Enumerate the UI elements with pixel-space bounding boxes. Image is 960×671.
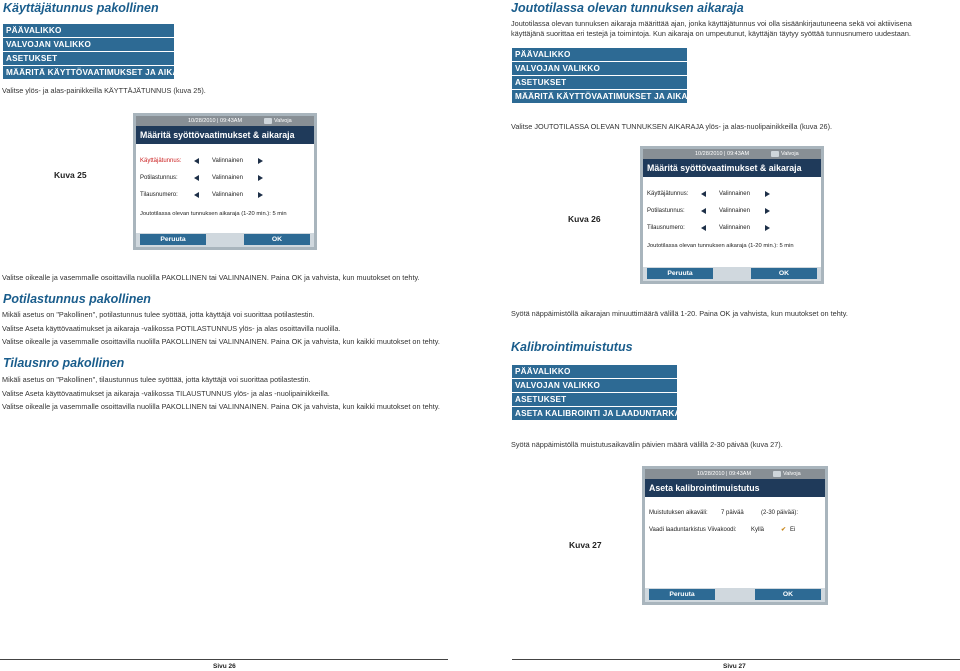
heading-calibration-reminder: Kalibrointimuistutus: [511, 340, 633, 354]
instruction-toggle-user: Valitse oikealle ja vasemmalle osoittavilla nuolilla PAKOLLINEN tai VALINNAINEN. Paina OK ja vahvista, kun muutokset on tehty.: [2, 273, 420, 282]
left-arrow-icon[interactable]: [194, 158, 199, 164]
menu-item-requirements: MÄÄRITÄ KÄYTTÖVAATIMUKSET JA AIKARAJA: [512, 90, 687, 103]
instruction-enter-minutes: Syötä näppäimistöllä aikarajan minuuttimäärä välillä 1-20. Paina OK ja vahvista, kun muutokset on tehty.: [511, 309, 848, 318]
reminder-range: (2-30 päivää):: [761, 510, 799, 516]
cancel-button[interactable]: Peruuta: [647, 268, 713, 279]
user-icon: [771, 151, 779, 157]
qc-yes-option[interactable]: Kyllä: [751, 527, 765, 533]
timeout-label: Joutotilassa olevan tunnuksen aikaraja (1-20 min.):: [647, 243, 778, 249]
page-number-right: Sivu 27: [723, 663, 746, 670]
right-arrow-icon[interactable]: [765, 191, 770, 197]
device-screen-fig25: [133, 113, 317, 250]
qc-label: Vaadi laaduntarkistus Viivakoodi:: [649, 527, 737, 533]
user-label: Valvoja: [274, 118, 292, 124]
datetime: 10/28/2010 | 09:43AM: [695, 151, 750, 157]
heading-idle-timeout: Joutotilassa olevan tunnuksen aikaraja: [511, 1, 744, 15]
patient-line-3: Valitse oikealle ja vasemmalle osoittavilla nuolilla PAKOLLINEN tai VALINNAINEN. Paina OK ja vahvista, kun kaikki muutokset on tehty.: [2, 337, 440, 346]
qc-no-option[interactable]: Ei: [790, 527, 796, 533]
row-user-id[interactable]: [140, 155, 310, 168]
order-line-3: Valitse oikealle ja vasemmalle osoittavilla nuolilla PAKOLLINEN tai VALINNAINEN. Paina OK ja vahvista, kun kaikki muutokset on tehty.: [2, 402, 440, 411]
user-indicator: [773, 469, 801, 479]
footer-rule-left: [0, 659, 448, 660]
idle-description: Joutotilassa olevan tunnuksen aikaraja määrittää ajan, jonka käyttäjätunnus voi olla sisäänkirjautuneena sekä voi aktiivisena käyttäjänä suorittaa eri testejä ja toimintoja. Kun aikaraja on umpeutunut, käyttäjän täytyy syöttää tunnusnumero uudestaan.: [511, 19, 912, 38]
user-icon: [264, 118, 272, 124]
menu-item-supervisor: VALVOJAN VALIKKO: [512, 379, 677, 392]
ok-button[interactable]: OK: [755, 589, 821, 600]
row-value: Valinnainen: [212, 192, 243, 198]
timeout-label: Joutotilassa olevan tunnuksen aikaraja (1-20 min.):: [140, 211, 271, 217]
row-reminder-interval[interactable]: [649, 507, 821, 520]
menu-path-2: [512, 48, 711, 103]
left-arrow-icon[interactable]: [701, 191, 706, 197]
user-label: Valvoja: [783, 471, 801, 477]
row-value: Valinnainen: [719, 208, 750, 214]
heading-user-id-required: Käyttäjätunnus pakollinen: [3, 1, 159, 15]
user-icon: [773, 471, 781, 477]
menu-path-3: [512, 365, 704, 420]
row-value: Valinnainen: [212, 175, 243, 181]
left-arrow-icon[interactable]: [194, 192, 199, 198]
menu-item-main: PÄÄVALIKKO: [512, 365, 677, 378]
reminder-label: Muistutuksen aikaväli:: [649, 510, 708, 516]
menu-path-1: [3, 24, 202, 79]
row-order-number[interactable]: [140, 189, 310, 202]
menu-item-supervisor: VALVOJAN VALIKKO: [3, 38, 174, 51]
footer-rule-right: [512, 659, 960, 660]
menu-item-settings: ASETUKSET: [3, 52, 174, 65]
row-label: Tilausnumero:: [140, 192, 178, 198]
menu-item-settings: ASETUKSET: [512, 76, 687, 89]
screen-title: Määritä syöttövaatimukset & aikaraja: [643, 159, 821, 177]
row-label: Potilastunnus:: [140, 175, 178, 181]
datetime: 10/28/2010 | 09:43AM: [697, 471, 752, 477]
check-icon: ✔: [781, 527, 787, 533]
menu-item-supervisor: VALVOJAN VALIKKO: [512, 62, 687, 75]
user-label: Valvoja: [781, 151, 799, 157]
instruction-enter-days: Syötä näppäimistöllä muistutusaikavälin päivien määrä välillä 2-30 päivää (kuva 27).: [511, 440, 783, 449]
instruction-select-user: Valitse ylös- ja alas-painikkeilla KÄYTTÄJÄTUNNUS (kuva 25).: [2, 86, 206, 95]
row-value: Valinnainen: [719, 191, 750, 197]
status-bar: [643, 149, 821, 159]
ok-button[interactable]: OK: [244, 234, 310, 245]
heading-order-number-required: Tilausnro pakollinen: [3, 356, 125, 370]
order-section: [2, 375, 440, 412]
menu-item-settings: ASETUKSET: [512, 393, 677, 406]
row-qc-barcode[interactable]: [649, 524, 821, 537]
timeout-value[interactable]: 5 min: [272, 211, 287, 217]
reminder-value[interactable]: 7 päivää: [721, 510, 744, 516]
cancel-button[interactable]: Peruuta: [140, 234, 206, 245]
right-arrow-icon[interactable]: [258, 192, 263, 198]
screen-title: Määritä syöttövaatimukset & aikaraja: [136, 126, 314, 144]
user-indicator: [771, 149, 799, 159]
device-screen-fig26: [640, 146, 824, 284]
patient-line-2: Valitse Aseta käyttövaatimukset ja aikaraja -valikossa POTILASTUNNUS ylös- ja alas osoittavilla nuolilla.: [2, 323, 341, 333]
row-value: Valinnainen: [719, 225, 750, 231]
row-patient-id[interactable]: [140, 172, 310, 185]
timeout-line: [140, 211, 287, 217]
datetime: 10/28/2010 | 09:43AM: [188, 118, 243, 124]
menu-item-calibration: ASETA KALIBROINTI JA LAADUNTARKASTUS: [512, 407, 677, 420]
order-line-2: Valitse Aseta käyttövaatimukset ja aikaraja -valikossa TILAUSTUNNUS ylös- ja alas -nuolipainikkeilla.: [2, 388, 330, 398]
left-arrow-icon[interactable]: [194, 175, 199, 181]
screen-title: Aseta kalibrointimuistutus: [645, 479, 825, 497]
right-arrow-icon[interactable]: [765, 208, 770, 214]
left-arrow-icon[interactable]: [701, 208, 706, 214]
row-user-id[interactable]: [647, 188, 817, 201]
instruction-select-idle: Valitse JOUTOTILASSA OLEVAN TUNNUKSEN AIKARAJA ylös- ja alas-nuolipainikkeilla (kuva 26).: [511, 122, 833, 131]
row-patient-id[interactable]: [647, 205, 817, 218]
user-indicator: [264, 116, 292, 126]
row-label: Käyttäjätunnus:: [647, 191, 689, 197]
timeout-line: [647, 243, 794, 249]
caption-figure-25: Kuva 25: [54, 170, 87, 180]
row-order-number[interactable]: [647, 222, 817, 235]
row-label: Potilastunnus:: [647, 208, 685, 214]
timeout-value[interactable]: 5 min: [779, 243, 794, 249]
patient-section: [2, 310, 440, 347]
menu-item-main: PÄÄVALIKKO: [3, 24, 174, 37]
page-number-left: Sivu 26: [213, 663, 236, 670]
row-label: Tilausnumero:: [647, 225, 685, 231]
cancel-button[interactable]: Peruuta: [649, 589, 715, 600]
patient-line-1: Mikäli asetus on "Pakollinen", potilastunnus tulee syöttää, jotta käyttäjä voi suorittaa potilastestin.: [2, 310, 315, 319]
status-bar: [136, 116, 314, 126]
right-arrow-icon[interactable]: [258, 158, 263, 164]
row-label: Käyttäjätunnus:: [140, 158, 182, 164]
status-bar: [645, 469, 825, 479]
device-screen-fig27: [642, 466, 828, 605]
order-line-1: Mikäli asetus on "Pakollinen", tilaustunnus tulee syöttää, jotta käyttäjä voi suorittaa potilastestin.: [2, 375, 311, 384]
heading-patient-id-required: Potilastunnus pakollinen: [3, 292, 151, 306]
menu-item-main: PÄÄVALIKKO: [512, 48, 687, 61]
menu-item-requirements: MÄÄRITÄ KÄYTTÖVAATIMUKSET JA AIKARAJA: [3, 66, 174, 79]
left-arrow-icon[interactable]: [701, 225, 706, 231]
caption-figure-26: Kuva 26: [568, 214, 601, 224]
row-value: Valinnainen: [212, 158, 243, 164]
caption-figure-27: Kuva 27: [569, 540, 602, 550]
right-arrow-icon[interactable]: [765, 225, 770, 231]
right-arrow-icon[interactable]: [258, 175, 263, 181]
ok-button[interactable]: OK: [751, 268, 817, 279]
